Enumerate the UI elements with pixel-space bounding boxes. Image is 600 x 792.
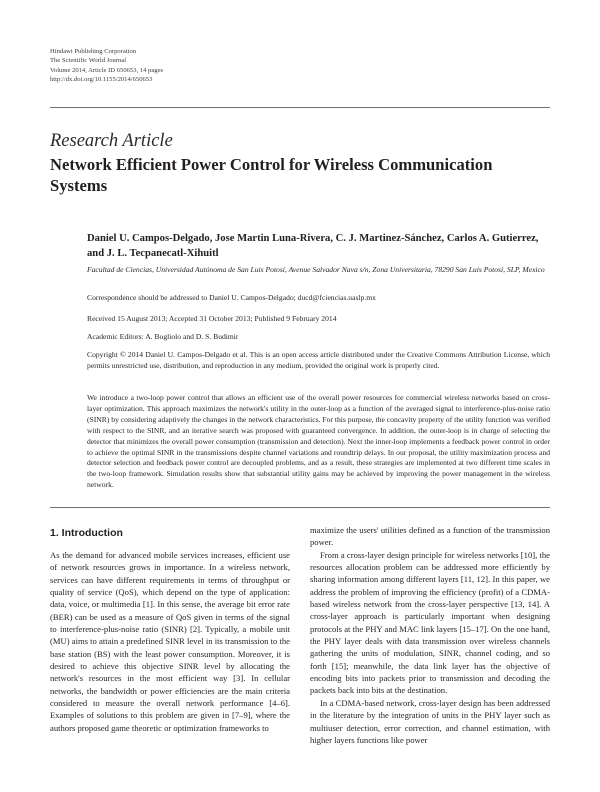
volume-line: Volume 2014, Article ID 650653, 14 pages [50,66,164,74]
publisher-name: Hindawi Publishing Corporation [50,48,137,55]
intro-paragraph: In a CDMA-based network, cross-layer design has been addressed in the literature by the integration of units in the PHY layer such as multiuser detection, error correction, and channel estimation, with higher layers functions like power [310,697,550,745]
publication-dates: Received 15 August 2013; Accepted 31 October 2013; Published 9 February 2014 [87,314,337,323]
abstract: We introduce a two-loop power control that allows an efficient use of the overall power resources for commercial wireless networks based on cross-layer optimization. This approach maximizes the network's utility in the outer-loop as a function of the averaged signal to interference-plus-noise ratio (SINR) by considering adaptively the changes in the network characteristics. For this purpose, the concavity property of the utility function was verified with respect to the SINR, and an iterative search was proposed with guaranteed convergence. In addition, the outer-loop is in charge of selecting the detector that minimizes the overall power consumption (transmission and detection). Next the inner-loop implements a feedback power control in order to achieve the optimal SINR in the transmissions despite channel variations and roundtrip delays. In our proposal, the utility maximization process and detector selection and feedback power control are decoupled problems, and as a result, these strategies are implemented at two different time scales in the two-loop framework. Simulation results show that substantial utility gains may be achieved by improving the power management in the wireless network. [87,393,550,490]
right-column [310,524,550,746]
journal-name: The Scientific World Journal [50,57,127,65]
paper-title: Network Efficient Power Control for Wireless Communication Systems [50,155,493,195]
academic-editors: Academic Editors: A. Bogliolo and D. S. Budimir [87,332,239,341]
journal-header [50,47,163,85]
abstract-divider [50,507,550,508]
affiliation: Facultad de Ciencias, Universidad Autónoma de San Luis Potosí, Avenue Salvador Nava s/n, Zona Universitaria, 78290 San Luis Potosí, SLP, Mexico [87,265,545,274]
copyright-notice: Copyright © 2014 Daniel U. Campos-Delgado et al. This is an open access article distributed under the Creative Commons Attribution License, which permits unrestricted use, distribution, and reproduction in any medium, provided the original work is properly cited. [87,350,550,370]
intro-paragraph: From a cross-layer design principle for wireless networks [10], the resources allocation problem can be addressed more efficiently by sharing information among different layers [11, 12]. In this paper, we address the problem of improving the efficiency (profit) of a CDMA-based wireless network from the cross-layer perspective [13, 14]. A cross-layer approach is particularly important when designing protocols at the PHY and MAC link layers [15–17]. On the one hand, the PHY layer deals with data transmission over wireless channels gathering the units of modulation, SINR, channel coding, and so forth [15]; meanwhile, the data link layer has the objective of encoding bits into packets prior to transmission and decoding the packets back into bits at the destination. [310,549,550,696]
header-divider [50,107,550,108]
left-column [50,549,290,734]
intro-paragraph-continued: maximize the users' utilities defined as a function of the transmission power. [310,525,550,548]
article-type: Research Article [50,131,173,151]
intro-paragraph: As the demand for advanced mobile services increases, efficient use of network resources grows in importance. In a wireless network, services can have different requirements in terms of throughput or quality of service (QoS), which depend on the type of application: data, voice, or multimedia [1]. In this sense, the average bit error rate (BER) can be used as a measure of QoS given in terms of the signal to interference-plus-noise ratio (SINR) [2]. Typically, a mobile unit (MU) aims to attain a predefined SINR level in its transmission to the base station (BS) with the least power consumption. Moreover, it is desired to achieve this objective SINR level by allocating the network's resources in the most efficient way [3]. In cellular networks, the bandwidth or power efficiencies are the main criteria considered to measure the overall network performance [4–6]. Examples of solutions to this problem are given in [7–9], where the authors proposed game theoretic or optimization frameworks to [50,550,290,733]
correspondence-note: Correspondence should be addressed to Daniel U. Campos-Delgado; ducd@fciencias.uaslp.mx [87,293,376,302]
doi-link[interactable]: http://dx.doi.org/10.1155/2014/650653 [50,76,153,84]
author-list: Daniel U. Campos-Delgado, Jose Martin Luna-Rivera, C. J. Martinez-Sánchez, Carlos A. Gutierrez, and J. L. Tecpanecatl-Xihuitl [87,233,539,259]
section-heading: 1. Introduction [50,527,123,539]
